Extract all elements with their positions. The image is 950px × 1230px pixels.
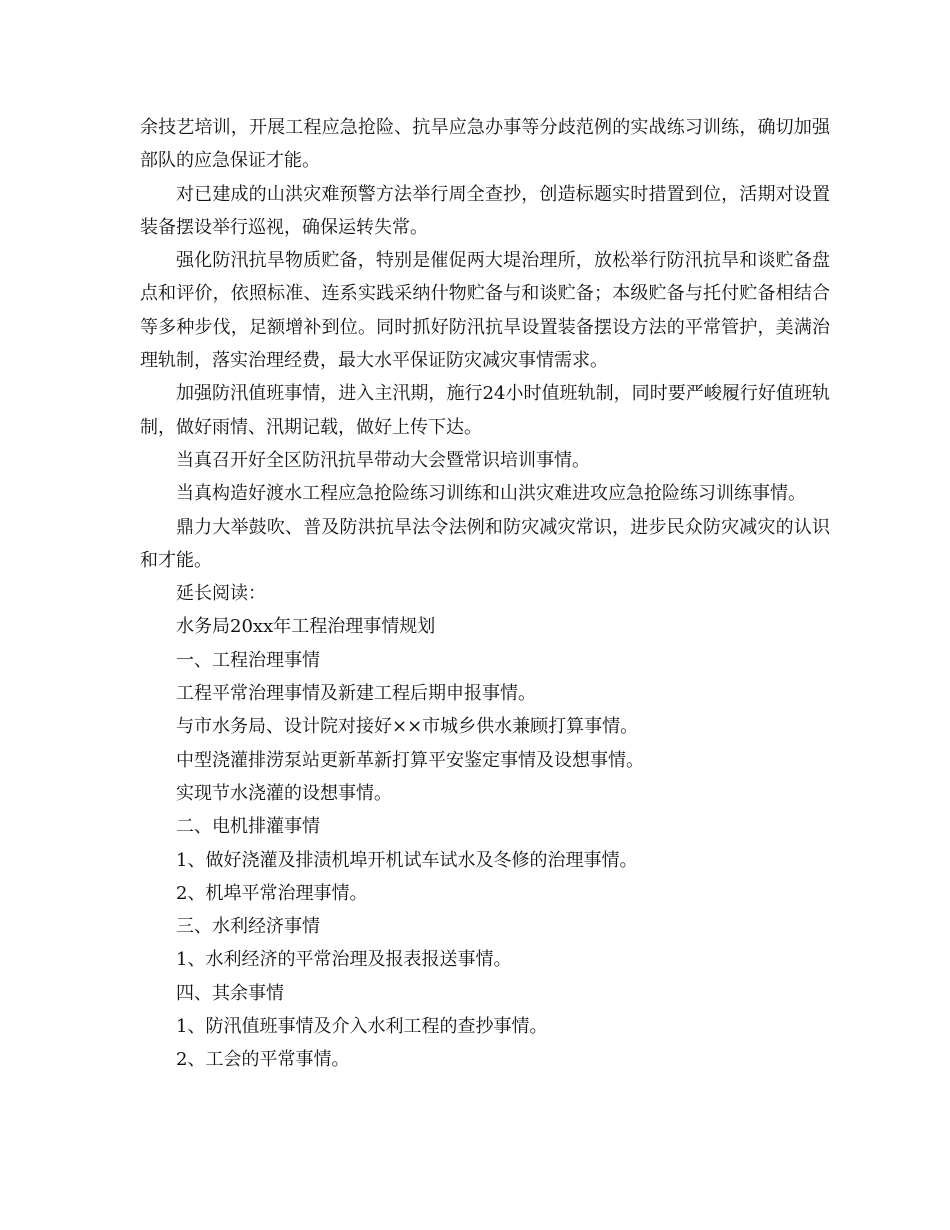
- plan-title: 水务局20xx年工程治理事情规划: [176, 616, 436, 638]
- list-item: 工程平常治理事情及新建工程后期申报事情。: [176, 683, 536, 705]
- section-heading: 三、水利经济事情: [176, 916, 320, 938]
- list-item: 1、做好浇灌及排渍机埠开机试车试水及冬修的治理事情。: [176, 849, 638, 871]
- paragraph: 加强防汛值班事情，进入主汛期，施行24小时值班轨制，同时要严峻履行好值班轨制，做好雨情、汛期记载，做好上传下达。: [140, 383, 830, 438]
- list-item: 1、防汛值班事情及介入水利工程的查抄事情。: [176, 1016, 548, 1038]
- section-heading: 四、其余事情: [176, 982, 284, 1004]
- paragraph: 强化防汛抗旱物质贮备，特别是催促两大堤治理所，放松举行防汛抗旱和谈贮备盘点和评价，依照标准、连系实践采纳什物贮备与和谈贮备；本级贮备与托付贮备相结合等多种步伐，足额增补到位。同时抓好防汛抗旱设置装备摆设方法的平常管护，美满治理轨制，落实治理经费，最大水平保证防灾减灾事情需求。: [140, 250, 830, 372]
- list-item: 中型浇灌排涝泵站更新革新打算平安鉴定事情及设想事情。: [176, 749, 644, 771]
- list-item: 2、机埠平常治理事情。: [176, 882, 368, 904]
- paragraph: 余技艺培训，开展工程应急抢险、抗旱应急办事等分歧范例的实战练习训练，确切加强部队的应急保证才能。: [140, 117, 830, 172]
- paragraph: 对已建成的山洪灾难预警方法举行周全查抄，创造标题实时措置到位，活期对设置装备摆设举行巡视，确保运转失常。: [140, 183, 830, 238]
- document-body: [140, 111, 830, 1077]
- list-item: 2、工会的平常事情。: [176, 1049, 350, 1071]
- paragraph: 鼎力大举鼓吹、普及防洪抗旱法令法例和防灾减灾常识，进步民众防灾减灾的认识和才能。: [140, 516, 830, 571]
- list-item: 实现节水浇灌的设想事情。: [176, 782, 392, 804]
- list-item: 1、水利经济的平常治理及报表报送事情。: [176, 949, 512, 971]
- list-item: 与市水务局、设计院对接好××市城乡供水兼顾打算事情。: [176, 716, 639, 738]
- section-heading: 一、工程治理事情: [176, 649, 320, 671]
- section-heading: 二、电机排灌事情: [176, 816, 320, 838]
- paragraph: 当真召开好全区防汛抗旱带动大会暨常识培训事情。: [176, 449, 590, 471]
- paragraph: 当真构造好渡水工程应急抢险练习训练和山洪灾难进攻应急抢险练习训练事情。: [176, 483, 806, 505]
- extended-reading-label: 延长阅读：: [176, 583, 266, 605]
